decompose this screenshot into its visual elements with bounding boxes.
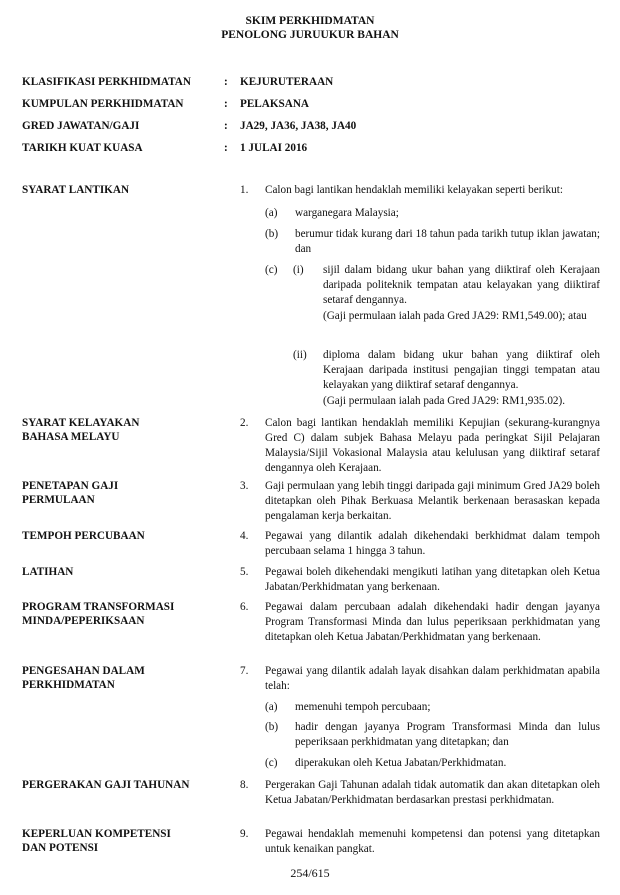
section-label-line1: PENGESAHAN DALAM	[22, 665, 145, 677]
section-label-line1: KEPERLUAN KOMPETENSI	[22, 828, 171, 840]
item-text: warganegara Malaysia;	[295, 207, 399, 219]
section-number: 9.	[240, 828, 249, 840]
subitem-text: sijil dalam bidang ukur bahan yang diiktiraf oleh Kerajaan daripada politeknik tempatan atau kelayakan yang diiktiraf setaraf dengannya.	[323, 264, 600, 306]
item-text: berumur tidak kurang dari 18 tahun pada tarikh tutup iklan jawatan; dan	[295, 228, 600, 255]
item-text: memenuhi tempoh percubaan;	[295, 701, 431, 713]
section-label: TEMPOH PERCUBAAN	[22, 530, 145, 542]
section-number: 5.	[240, 566, 249, 578]
section-label: PERGERAKAN GAJI TAHUNAN	[22, 779, 190, 791]
salary-note: (Gaji permulaan ialah pada Gred JA29: RM1,935.02).	[323, 395, 566, 407]
section-number: 4.	[240, 530, 249, 542]
section-text: Pegawai dalam percubaan adalah dikehendaki hadir dengan jayanya Program Transformasi Minda dan lulus peperiksaan perkhidmatan yang ditetapkan oleh Ketua Jabatan/Perkhidmatan yang berkenaan.	[265, 601, 600, 643]
section-label-line2: PERMULAAN	[22, 494, 95, 506]
section-number: 6.	[240, 601, 249, 613]
section-text: Pegawai boleh dikehendaki mengikuti latihan yang ditetapkan oleh Ketua Jabatan/Perkhidmatan yang berkenaan.	[265, 566, 600, 593]
item-marker: (c)	[265, 757, 278, 769]
section-text: Pegawai yang dilantik adalah dikehendaki berkhidmat dalam tempoh percubaan selama 1 hingga 3 tahun.	[265, 530, 600, 557]
field-colon: :	[224, 142, 228, 154]
section-number: 1.	[240, 184, 249, 196]
section-label-line1: SYARAT KELAYAKAN	[22, 417, 140, 429]
page-number: 254/615	[290, 866, 330, 880]
field-value: JA29, JA36, JA38, JA40	[240, 120, 357, 132]
field-value: 1 JULAI 2016	[240, 142, 308, 154]
item-text: hadir dengan jayanya Program Transformasi Minda dan lulus peperiksaan perkhidmatan yang ditetapkan; dan	[295, 721, 600, 748]
section-text: Gaji permulaan yang lebih tinggi daripada gaji minimum Gred JA29 boleh ditetapkan oleh Pihak Berkuasa Melantik berkenaan berasaskan kepada pengalaman kerja berkaitan.	[265, 480, 600, 522]
section-label-line1: PENETAPAN GAJI	[22, 480, 119, 492]
subitem-text: diploma dalam bidang ukur bahan yang diiktiraf oleh Kerajaan daripada institusi pengajian tinggi tempatan atau kelayakan yang diiktiraf setaraf dengannya.	[323, 349, 600, 391]
section-label-line2: MINDA/PEPERIKSAAN	[22, 615, 145, 627]
field-label: KUMPULAN PERKHIDMATAN	[22, 98, 184, 110]
item-marker: (a)	[265, 701, 278, 713]
section-text: Pegawai hendaklah memenuhi kompetensi dan potensi yang ditetapkan untuk kenaikan pangkat.	[265, 828, 600, 855]
item-marker: (b)	[265, 721, 279, 733]
section-label-line1: PROGRAM TRANSFORMASI	[22, 601, 175, 613]
field-colon: :	[224, 120, 228, 132]
section-number: 7.	[240, 665, 249, 677]
document-title-line2: PENOLONG JURUUKUR BAHAN	[221, 29, 399, 41]
section-number: 8.	[240, 779, 249, 791]
section-label-line2: PERKHIDMATAN	[22, 679, 115, 691]
section-text: Pergerakan Gaji Tahunan adalah tidak automatik dan akan ditetapkan oleh Ketua Jabatan/Perkhidmatan berdasarkan prestasi perkhidmatan.	[265, 779, 600, 806]
section-label: SYARAT LANTIKAN	[22, 184, 130, 196]
section-text: Pegawai yang dilantik adalah layak disahkan dalam perkhidmatan apabila telah:	[265, 665, 600, 692]
item-marker: (b)	[265, 228, 279, 240]
section-label: LATIHAN	[22, 566, 74, 578]
subitem-marker: (ii)	[293, 349, 307, 361]
field-value: PELAKSANA	[240, 98, 309, 110]
item-text: diperakukan oleh Ketua Jabatan/Perkhidmatan.	[295, 757, 507, 769]
field-value: KEJURUTERAAN	[240, 76, 334, 88]
section-number: 2.	[240, 417, 249, 429]
field-label: TARIKH KUAT KUASA	[22, 142, 143, 154]
field-colon: :	[224, 98, 228, 110]
salary-note: (Gaji permulaan ialah pada Gred JA29: RM1,549.00); atau	[323, 310, 587, 322]
section-text: Calon bagi lantikan hendaklah memiliki kelayakan seperti berikut:	[265, 184, 563, 196]
field-label: GRED JAWATAN/GAJI	[22, 120, 140, 132]
item-marker: (c)	[265, 264, 278, 276]
subitem-marker: (i)	[293, 264, 304, 276]
document-title-line1: SKIM PERKHIDMATAN	[245, 15, 375, 27]
section-text: Calon bagi lantikan hendaklah memiliki Kepujian (sekurang-kurangnya Gred C) dalam subjek Bahasa Melayu pada peringkat Sijil Pelajaran Malaysia/Sijil Vokasional Malaysia atau kelulusan yang diiktiraf setaraf dengannya oleh Kerajaan.	[265, 417, 600, 474]
section-number: 3.	[240, 480, 249, 492]
field-label: KLASIFIKASI PERKHIDMATAN	[22, 76, 191, 88]
section-label-line2: BAHASA MELAYU	[22, 431, 120, 443]
field-colon: :	[224, 76, 228, 88]
section-label-line2: DAN POTENSI	[22, 842, 99, 854]
item-marker: (a)	[265, 207, 278, 219]
